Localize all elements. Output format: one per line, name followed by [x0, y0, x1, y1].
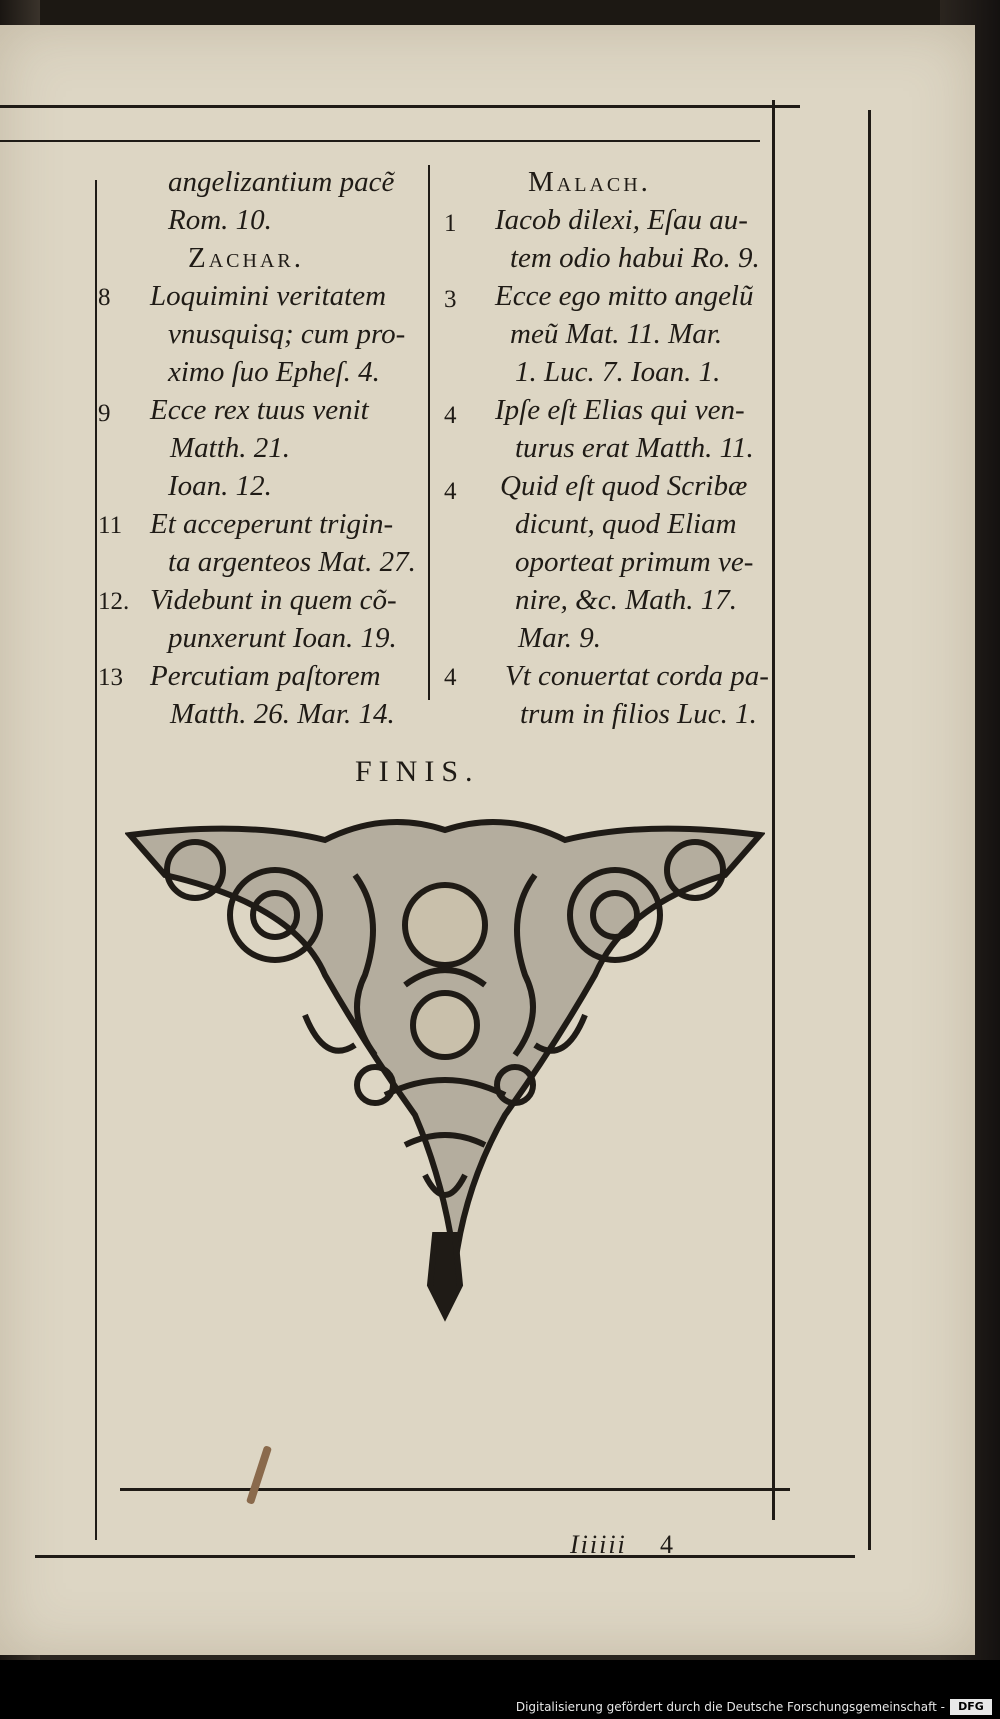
right-line-11: oporteat primum ve- [515, 546, 754, 578]
right-line-10: dicunt, quod Eliam [515, 508, 737, 540]
right-line-3: tem odio habui Ro. 9. [510, 242, 760, 274]
right-line-13: Mar. 9. [518, 622, 601, 654]
left-verse-number: 8 [98, 284, 111, 311]
right-verse-number: 4 [444, 402, 457, 429]
finis-heading: FINIS. [355, 755, 480, 788]
header-rule [0, 140, 760, 142]
dfg-logo-icon: DFG [950, 1699, 992, 1715]
left-line-12: Videbunt in quem cõ- [150, 584, 397, 616]
left-line-9: Ioan. 12. [168, 470, 272, 502]
left-verse-number: 13 [98, 664, 123, 691]
column-divider [428, 165, 430, 700]
right-verse-number: 1 [444, 210, 457, 237]
digitization-credit: Digitalisierung gefördert durch die Deutsche Forschungsgemeinschaft - [515, 1700, 945, 1714]
right-line-9: Quid eſt quod Scribæ [500, 470, 748, 502]
paper-stain [246, 1445, 272, 1505]
left-line-2: Rom. 10. [168, 204, 272, 236]
left-line-14: Percutiam paſtorem [150, 660, 381, 692]
ornamental-vignette-icon [125, 815, 765, 1345]
right-verse-number: 4 [444, 478, 457, 505]
right-line-5: meũ Mat. 11. Mar. [510, 318, 723, 350]
right-line-6: 1. Luc. 7. Ioan. 1. [515, 356, 721, 388]
right-verse-number: 3 [444, 286, 457, 313]
right-line-12: nire, &c. Math. 17. [515, 584, 738, 616]
left-line-11: ta argenteos Mat. 27. [168, 546, 416, 578]
right-line-15: trum in filios Luc. 1. [520, 698, 757, 730]
left-line-6: ximo ſuo Epheſ. 4. [168, 356, 380, 388]
left-line-4: Loquimini veritatem [150, 280, 387, 312]
top-frame-rule [0, 105, 800, 108]
left-line-15: Matth. 26. Mar. 14. [170, 698, 395, 730]
left-line-5: vnusquisq; cum pro- [168, 318, 406, 350]
right-line-2: Iacob dilexi, Eſau au- [495, 204, 748, 236]
outer-bottom-rule [35, 1555, 855, 1558]
left-verse-number: 11 [98, 512, 123, 539]
left-line-10: Et acceperunt trigin- [150, 508, 394, 540]
left-heading-zachar: Zachar. [188, 242, 304, 274]
right-frame-line [772, 100, 775, 1520]
right-line-8: turus erat Matth. 11. [515, 432, 754, 464]
right-verse-number: 4 [444, 664, 457, 691]
left-verse-number: 12. [98, 588, 130, 615]
left-line-7: Ecce rex tuus venit [150, 394, 369, 426]
signature-mark: Iiiiii [570, 1530, 627, 1559]
signature-number: 4 [660, 1530, 673, 1559]
right-heading-malach: Malach. [528, 166, 651, 198]
left-frame-line [95, 180, 97, 1540]
left-line-13: punxerunt Ioan. 19. [168, 622, 397, 654]
right-line-4: Ecce ego mitto angelũ [495, 280, 754, 312]
bottom-frame-rule [120, 1488, 790, 1491]
left-verse-number: 9 [98, 400, 111, 427]
book-page [0, 25, 975, 1655]
left-line-8: Matth. 21. [170, 432, 291, 464]
right-line-7: Ipſe eſt Elias qui ven- [495, 394, 745, 426]
outer-right-frame-line [868, 110, 871, 1550]
right-line-14: Vt conuertat corda pa- [505, 660, 769, 692]
left-line-1: angelizantium pacẽ [168, 166, 395, 198]
